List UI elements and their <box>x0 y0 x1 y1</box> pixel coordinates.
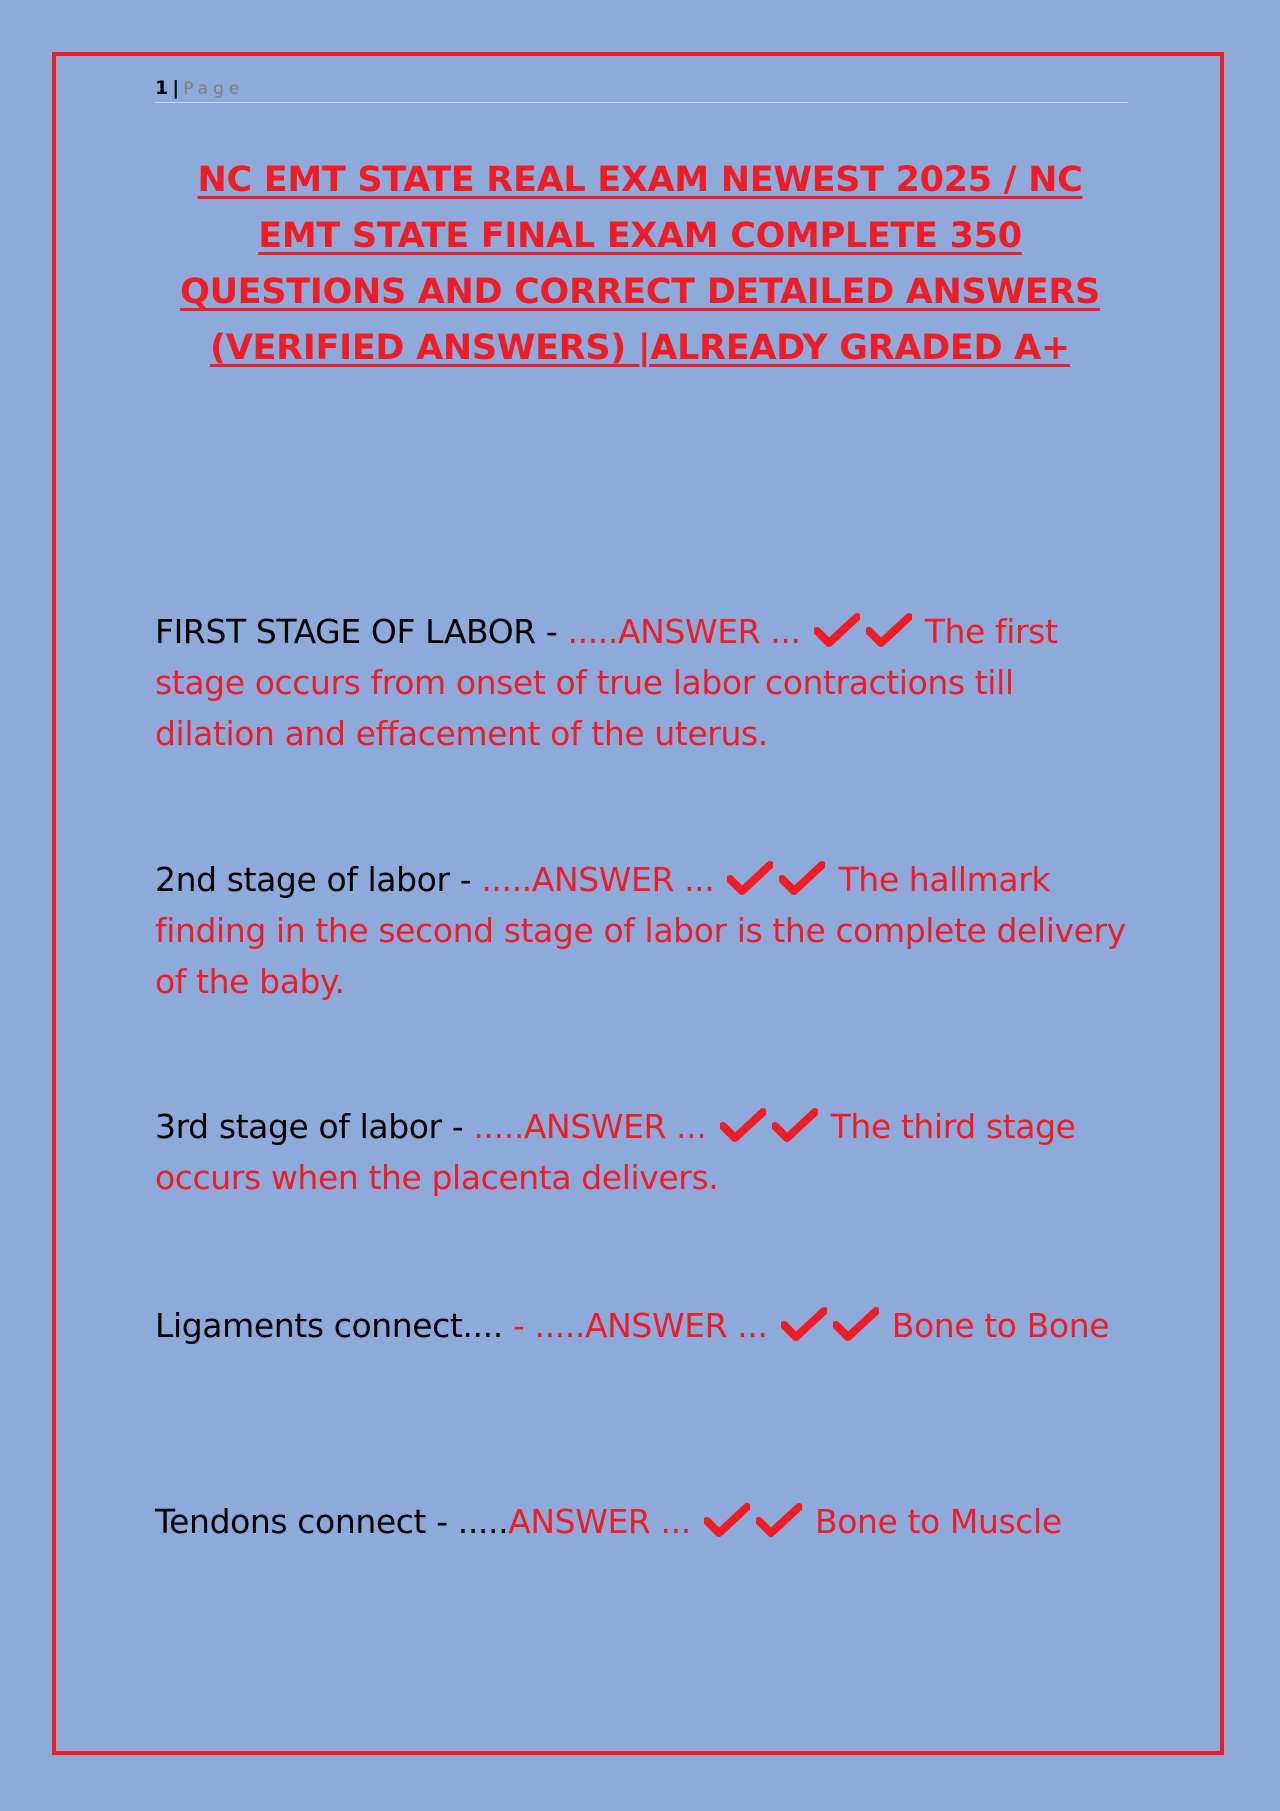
title-line-3: QUESTIONS AND CORRECT DETAILED ANSWERS <box>180 272 1100 312</box>
page-separator: | <box>172 77 180 99</box>
checkmark-icon <box>727 859 773 897</box>
answer-dots: - ..... <box>512 1306 585 1345</box>
checkmark-icon <box>781 1305 827 1343</box>
answer-label: ANSWER ... <box>523 1107 707 1146</box>
question-text: Tendons connect - <box>155 1502 458 1541</box>
answer-dots: ..... <box>481 860 532 899</box>
answer-dots: ..... <box>567 612 618 651</box>
answer-label: ANSWER ... <box>617 612 801 651</box>
checkmark-icon <box>779 859 825 897</box>
checkmark-icon <box>866 611 912 649</box>
qa-item-ligaments <box>155 1300 1135 1351</box>
checkmark-icon <box>756 1501 802 1539</box>
qa-item-third-stage <box>155 1101 1135 1203</box>
qa-item-second-stage <box>155 854 1135 1007</box>
question-text: 3rd stage of labor - <box>155 1107 474 1146</box>
checkmark-icon <box>704 1501 750 1539</box>
checkmark-icon <box>772 1106 818 1144</box>
title-line-4: (VERIFIED ANSWERS) |ALREADY GRADED A+ <box>210 328 1070 368</box>
question-text: FIRST STAGE OF LABOR - <box>155 612 568 651</box>
answer-text: The first stage occurs from onset of true labor contractions till dilation and effacement of the uterus. <box>155 612 1058 753</box>
question-text: Ligaments connect.... <box>155 1306 513 1345</box>
answer-text: Bone to Bone <box>891 1306 1110 1345</box>
answer-label: ANSWER ... <box>584 1306 768 1345</box>
checkmark-icon <box>833 1305 879 1343</box>
answer-text: The third stage occurs when the placenta delivers. <box>155 1107 1076 1197</box>
checkmark-icon <box>814 611 860 649</box>
answer-text: The hallmark finding in the second stage of labor is the complete delivery of the baby. <box>155 860 1126 1001</box>
answer-text: Bone to Muscle <box>814 1502 1062 1541</box>
answer-label: ANSWER ... <box>508 1502 691 1541</box>
answer-label: ANSWER ... <box>531 860 715 899</box>
qa-item-tendons <box>155 1496 1135 1547</box>
title-line-2: EMT STATE FINAL EXAM COMPLETE 350 <box>258 216 1022 256</box>
title-line-1: NC EMT STATE REAL EXAM NEWEST 2025 / NC <box>197 160 1083 200</box>
page-label: Page <box>183 79 245 99</box>
answer-dots: ..... <box>473 1107 524 1146</box>
page-number: 1 <box>155 77 169 99</box>
answer-dots: ..... <box>457 1502 509 1541</box>
question-text: 2nd stage of labor - <box>155 860 482 899</box>
checkmark-icon <box>720 1106 766 1144</box>
document-title <box>150 152 1130 376</box>
qa-item-first-stage <box>155 606 1135 759</box>
page-header <box>155 76 1128 103</box>
